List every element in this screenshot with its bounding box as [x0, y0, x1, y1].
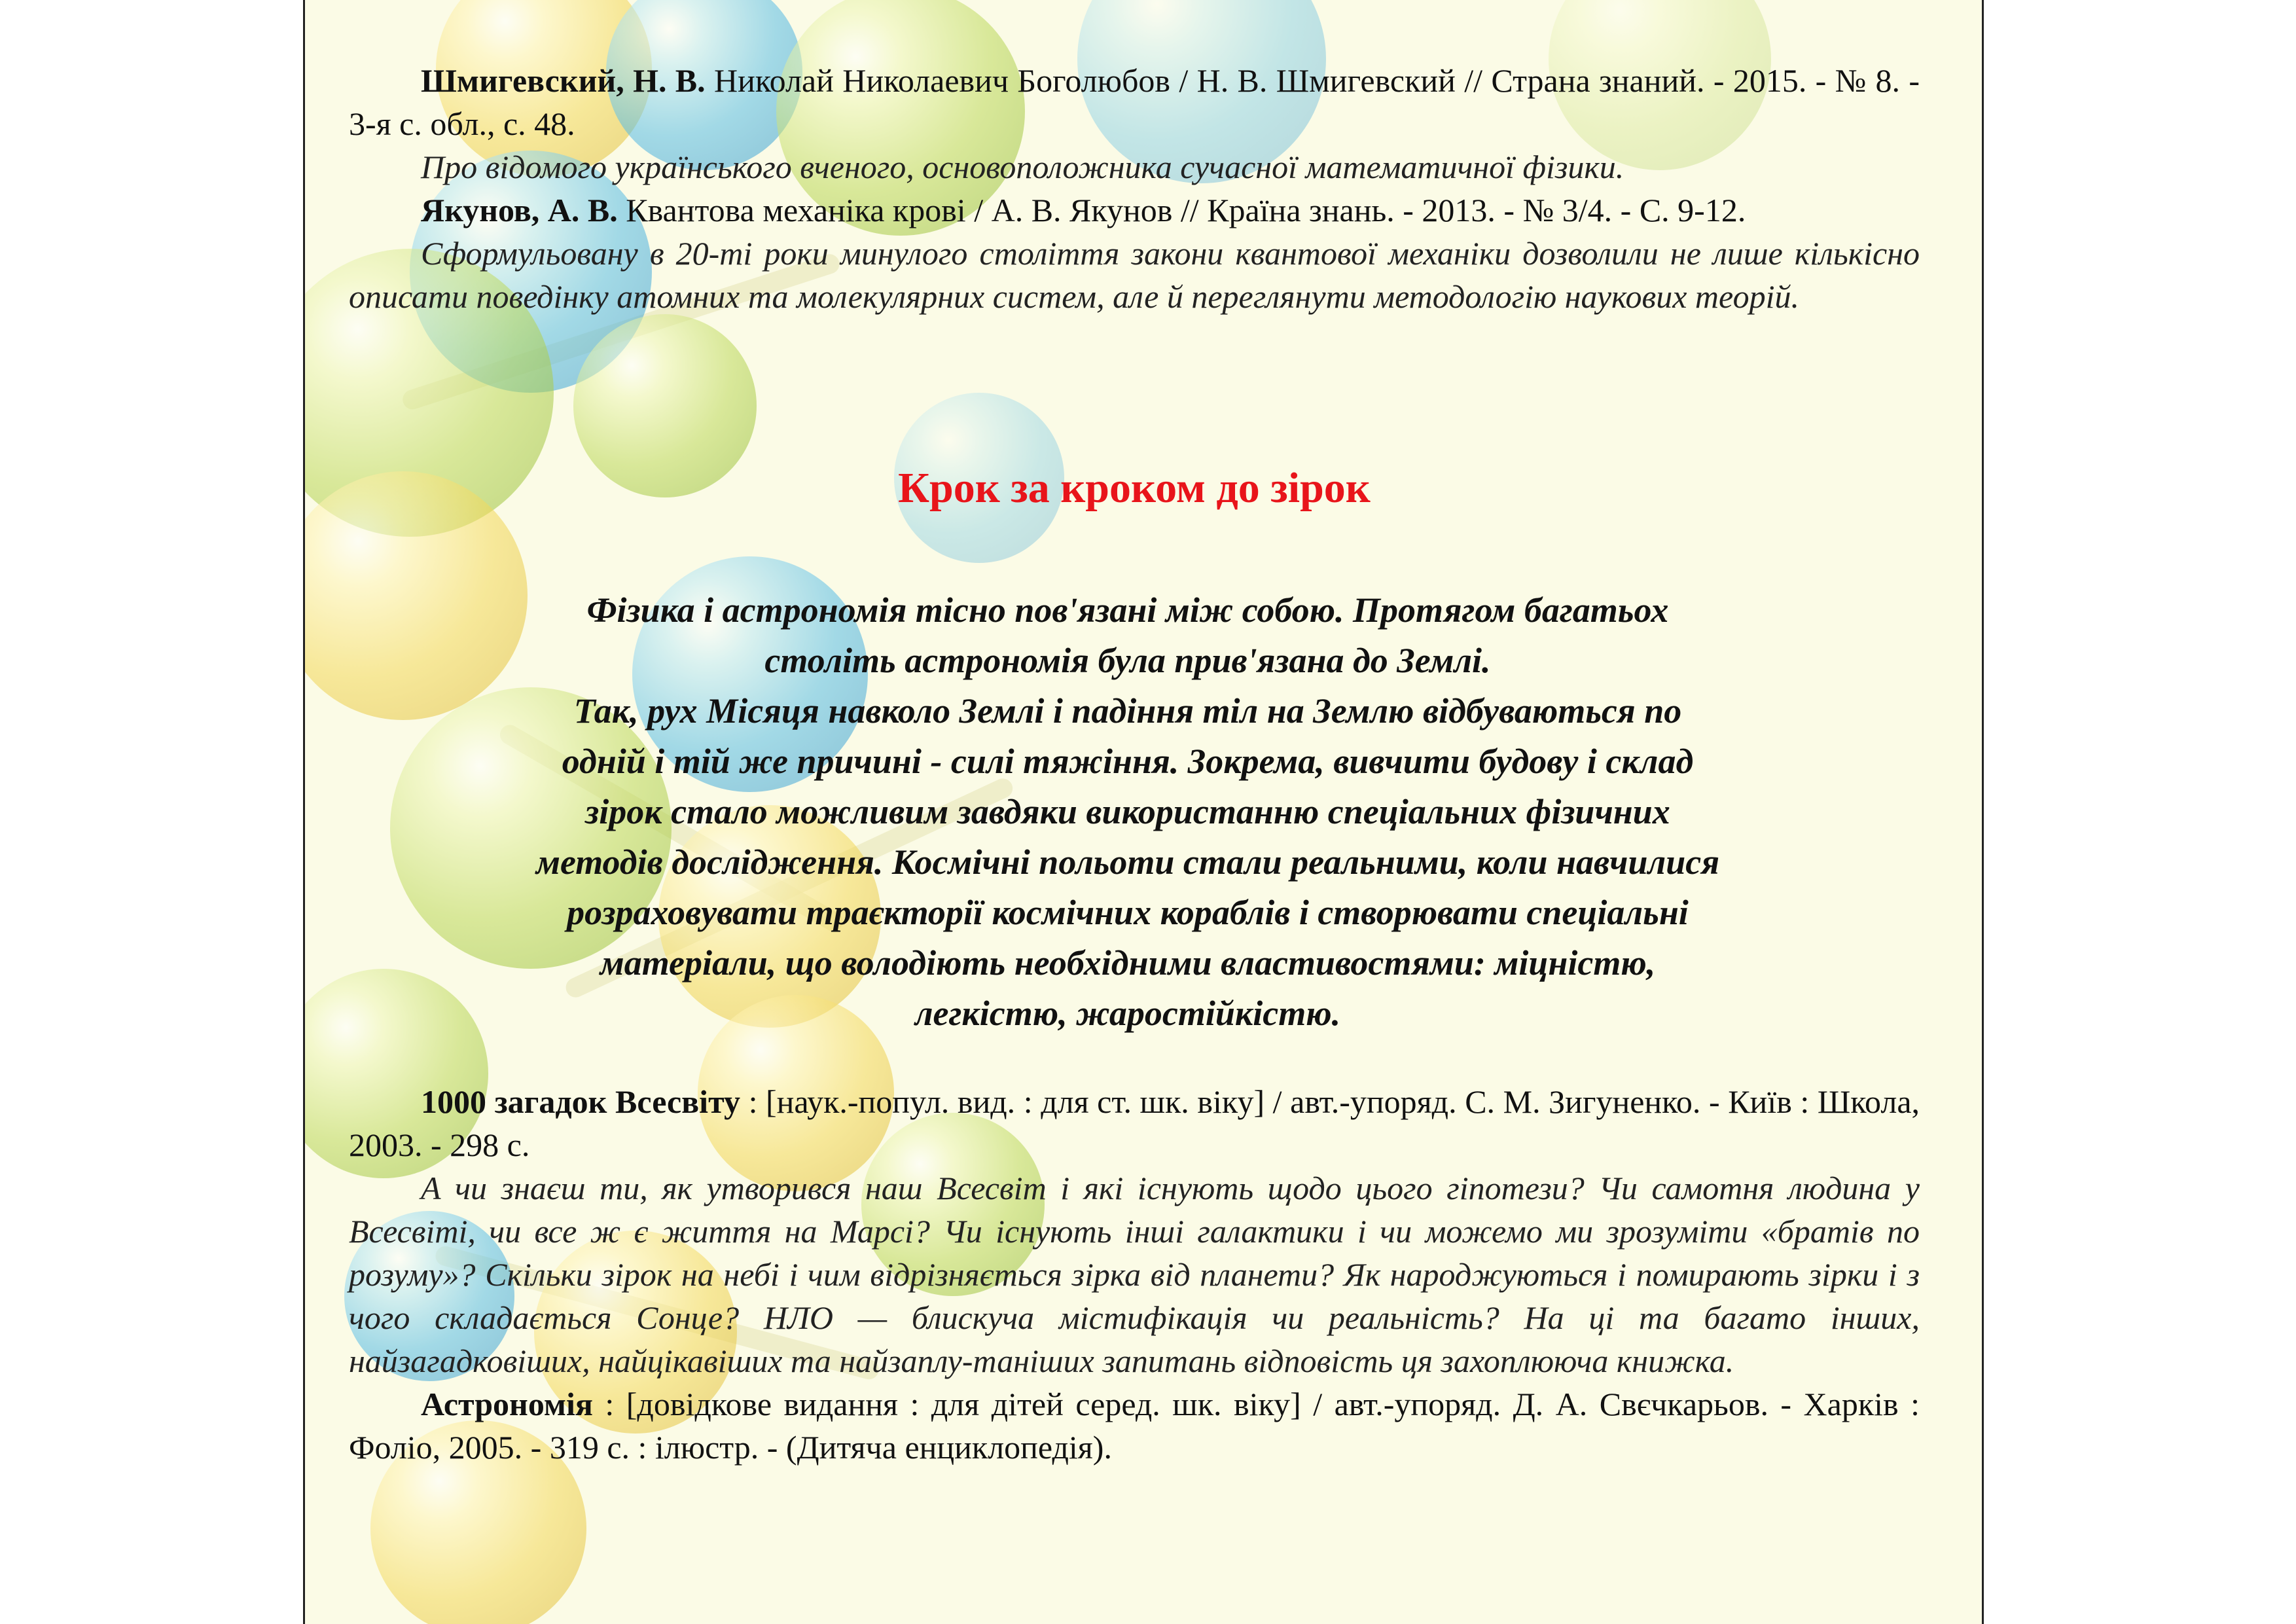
bibliography-bottom	[349, 1080, 1920, 1469]
entry-details: Николай Николаевич Боголюбов / Н. В. Шмигевский // Страна знаний. - 2015. - № 8. - 3-я с. обл., с. 48.	[349, 62, 1920, 142]
section-intro	[375, 585, 1880, 1039]
entry-details: : [довідкове видання : для дітей серед. шк. віку] / авт.-упоряд. Д. А. Свєчкарьов. - Харків : Фоліо, 2005. - 319 с. : ілюстр. - (Дитяча енциклопедія).	[349, 1386, 1920, 1466]
entry-annotation: Сформульовану в 20-ті роки минулого століття закони квантової механіки дозволили не лише кількісно описати поведінку атомних та молекулярних систем, але й переглянути методологію наукових теорій.	[349, 235, 1920, 315]
bibliography-top	[349, 59, 1920, 318]
bibliography-entry	[349, 59, 1920, 145]
intro-line: одній і тій же причині - силі тяжіння. Зокрема, вивчити будову і склад	[562, 742, 1694, 781]
intro-line: матеріали, що володіють необхідними властивостями: міцністю,	[600, 943, 1656, 983]
intro-line: легкістю, жаростійкістю.	[914, 994, 1341, 1033]
entry-annotation: Про відомого українського вченого, основоположника сучасної математичної фізики.	[421, 149, 1624, 185]
intro-line: Так, рух Місяця навколо Землі і падіння тіл на Землю відбуваються по	[573, 691, 1682, 731]
intro-line: методів дослідження. Космічні польоти стали реальними, коли навчилися	[535, 842, 1720, 882]
intro-line: Фізика і астрономія тісно пов'язані між собою. Протягом багатьох	[586, 590, 1669, 630]
bibliography-entry	[349, 189, 1920, 232]
bibliography-entry	[349, 1080, 1920, 1166]
entry-details: : [наук.-попул. вид. : для ст. шк. віку] / авт.-упоряд. С. М. Зигуненко. - Київ : Школа, 2003. - 298 с.	[349, 1083, 1920, 1163]
intro-line: розраховувати траєкторії космічних кораблів і створювати спеціальні	[567, 893, 1689, 932]
entry-annotation: А чи знаєш ти, як утворився наш Всесвіт і які існують щодо цього гіпотези? Чи самотня людина у Всесвіті, чи все ж є життя на Марсі? Чи існують інші галактики і чи можемо ми зрозуміти «братів по розуму»? Скільки зірок на небі і чим відрізняється зірка від планети? Як народжуються і помирають зірки і з чого складається Сонце? НЛО — блискуча містифікація чи реальність? На ці та багато інших, найзагадковіших, найцікавіших та найзаплу-таніших запитань відповість ця захоплююча книжка.	[349, 1170, 1920, 1379]
entry-author: Астрономія	[421, 1386, 593, 1422]
bibliography-entry	[349, 1382, 1920, 1469]
entry-author: Якунов, А. В.	[421, 192, 618, 228]
entry-author: Шмигевский, Н. В.	[421, 62, 706, 99]
document-page	[303, 0, 1984, 1624]
intro-line: зірок стало можливим завдяки використанню спеціальних фізичних	[585, 792, 1670, 831]
entry-details: Квантова механіка крові / А. В. Якунов // Країна знань. - 2013. - № 3/4. - С. 9-12.	[626, 192, 1746, 228]
entry-author: 1000 загадок Всесвіту	[421, 1083, 740, 1120]
intro-line: століть астрономія була прив'язана до Землі.	[764, 641, 1491, 680]
section-heading: Крок за кроком до зірок	[898, 464, 1371, 512]
